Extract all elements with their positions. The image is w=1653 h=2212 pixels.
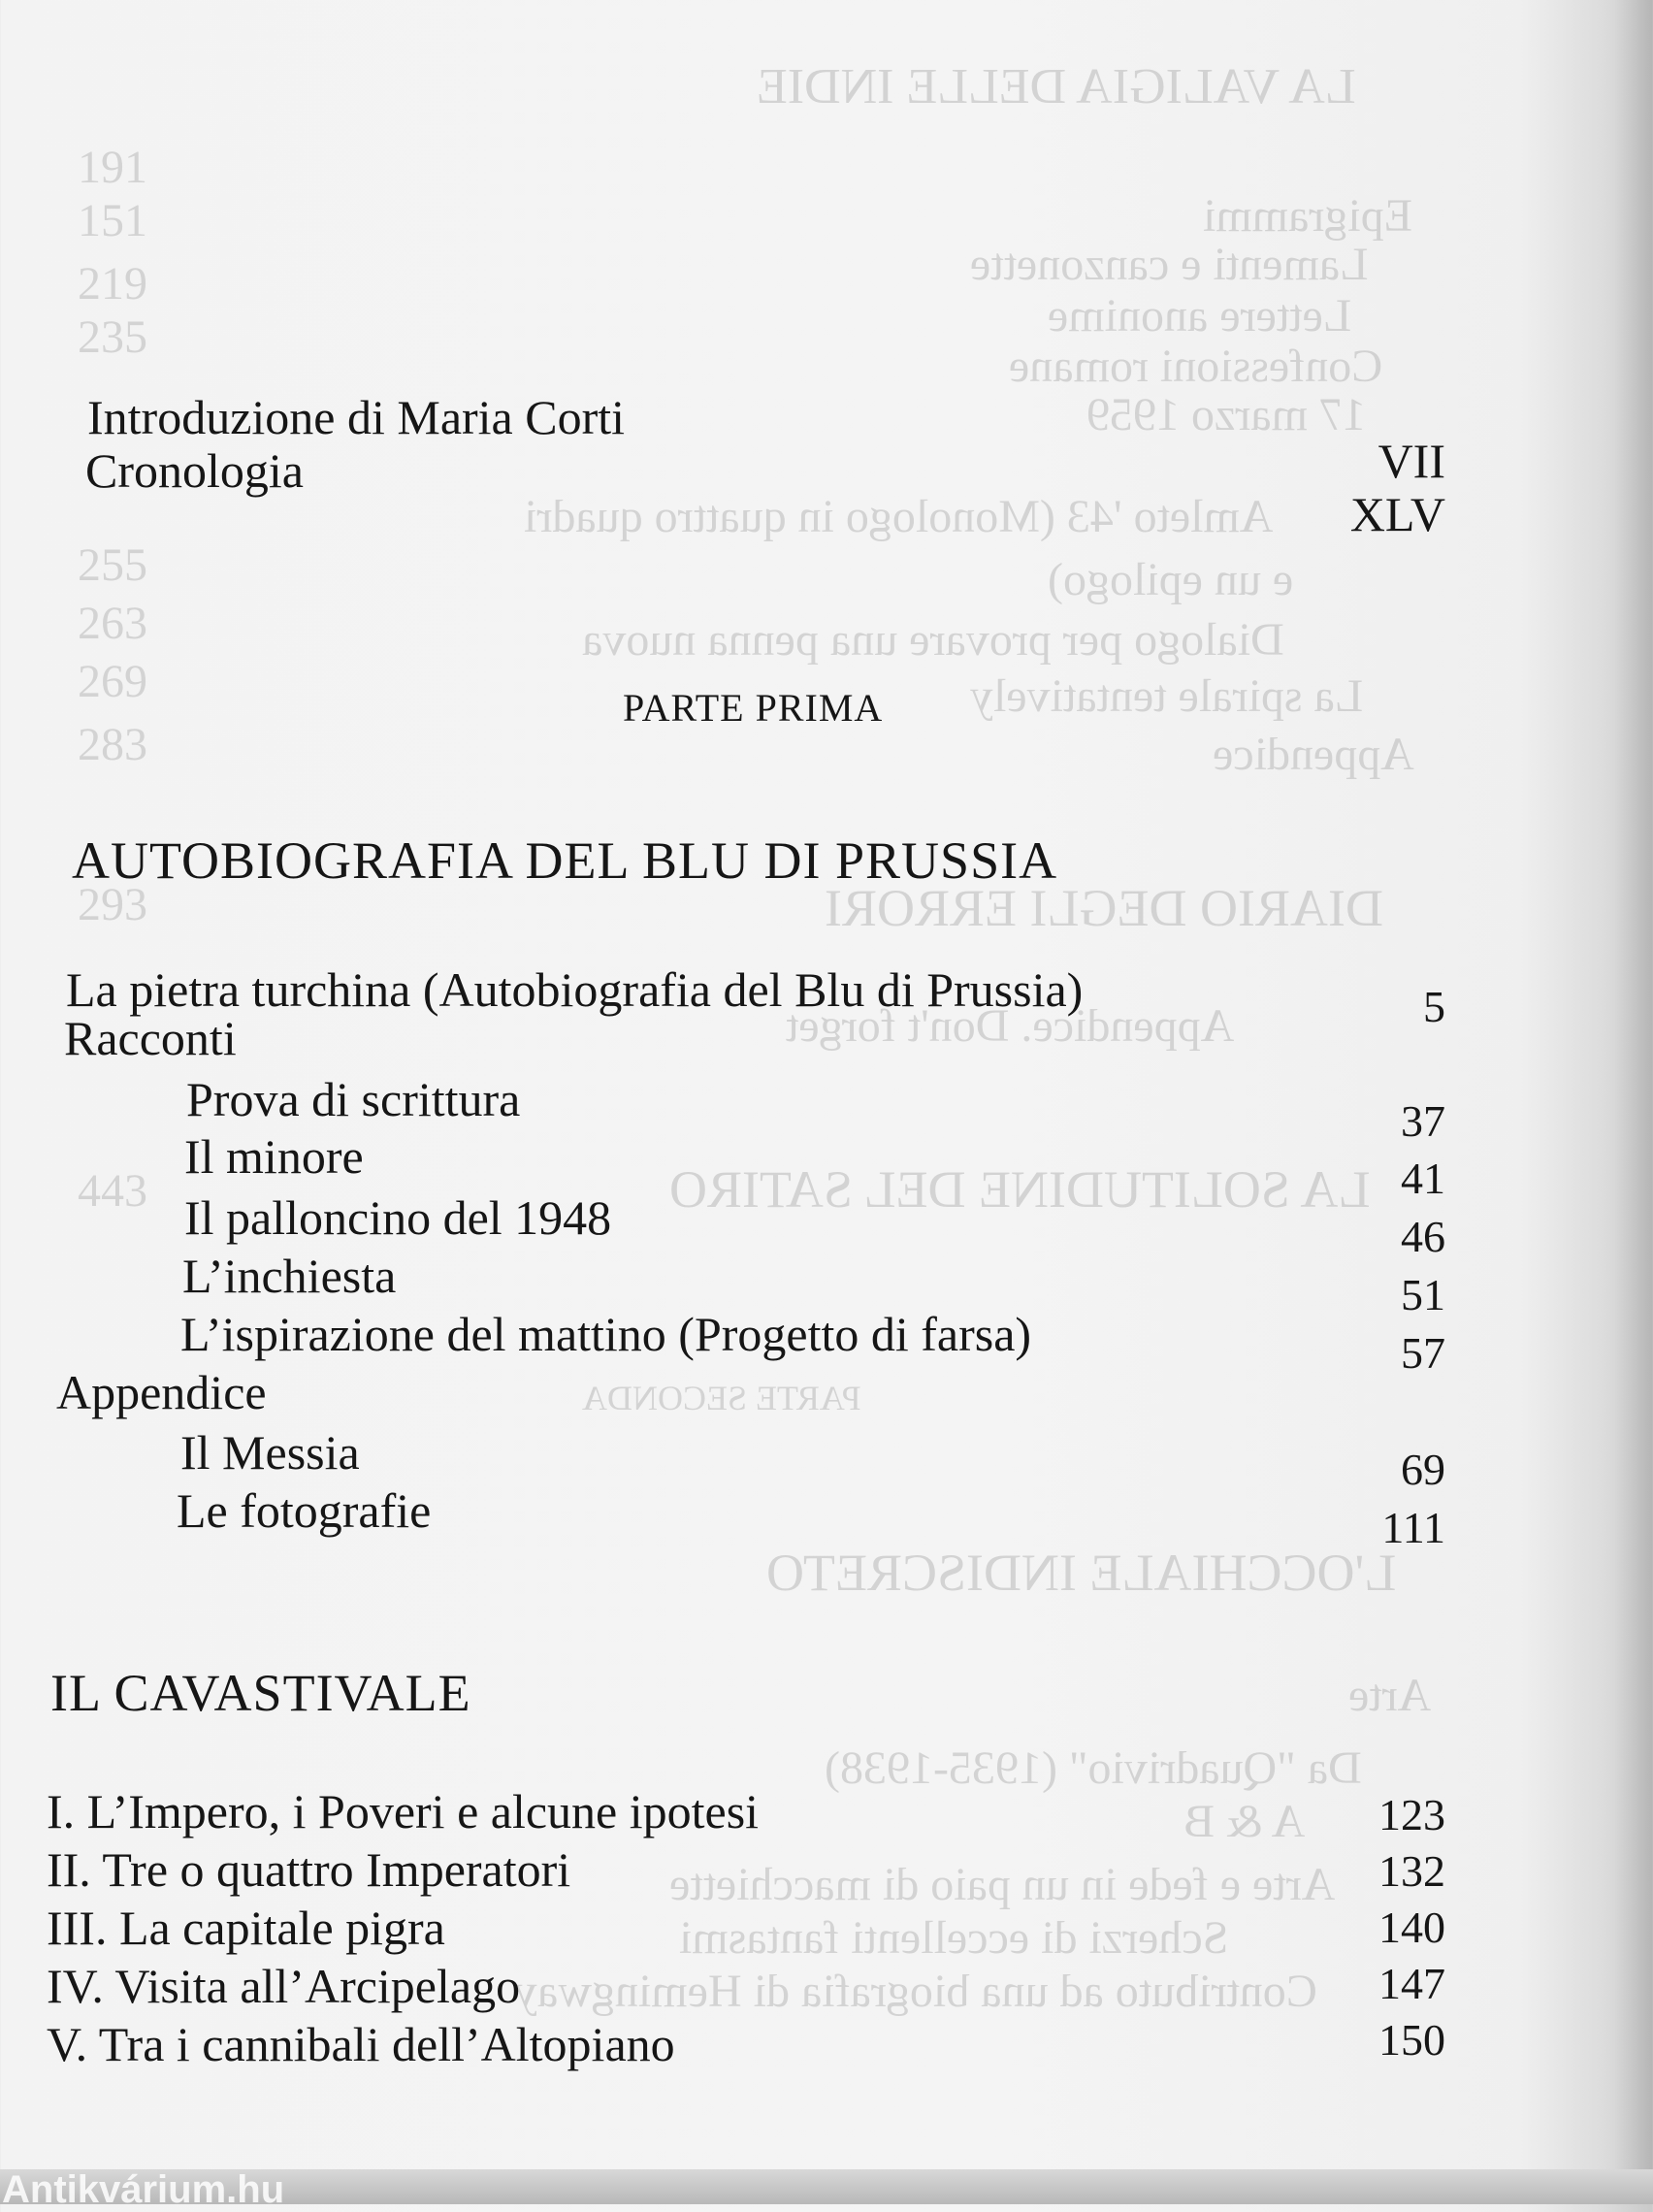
page-number-imperatori: 132 — [1378, 1846, 1445, 1896]
toc-entry-il-minore: Il minore — [184, 1129, 364, 1184]
page-number-chronology: XLV — [1349, 487, 1445, 541]
page-number-palloncino: 46 — [1401, 1212, 1445, 1261]
toc-entry-chronology: Cronologia — [85, 443, 304, 498]
section-title-autobiografia: AUTOBIOGRAFIA DEL BLU DI PRUSSIA — [72, 831, 1058, 890]
page-number-prova-di-scrittura: 37 — [1401, 1096, 1445, 1146]
toc-entry-ispirazione: L’ispirazione del mattino (Progetto di farsa) — [180, 1307, 1032, 1361]
toc-entry-messia: Il Messia — [180, 1425, 360, 1480]
page-number-il-minore: 41 — [1401, 1154, 1445, 1203]
toc-entry-inchiesta: L’inchiesta — [182, 1249, 397, 1303]
page-number-pietra-turchina: 5 — [1423, 982, 1445, 1031]
toc-entry-cannibali: V. Tra i cannibali dell’Altopiano — [47, 2017, 675, 2071]
toc-entry-impero: I. L’Impero, i Poveri e alcune ipotesi — [47, 1784, 760, 1838]
toc-entry-pietra-turchina: La pietra turchina (Autobiografia del Blu di Prussia) — [66, 962, 1084, 1017]
toc-entry-imperatori: II. Tre o quattro Imperatori — [47, 1842, 571, 1897]
page-edge-shadow — [1614, 0, 1653, 2204]
page-number-arcipelago: 147 — [1378, 1959, 1445, 2008]
toc-entry-palloncino: Il palloncino del 1948 — [184, 1190, 612, 1245]
page-number-introduction: VII — [1378, 434, 1445, 488]
page-number-cannibali: 150 — [1378, 2015, 1445, 2065]
toc-entry-introduction: Introduzione di Maria Corti — [87, 390, 626, 444]
subsection-appendice: Appendice — [56, 1365, 267, 1419]
toc-entry-arcipelago: IV. Visita all’Arcipelago — [47, 1959, 521, 2013]
page-number-fotografie: 111 — [1381, 1503, 1445, 1552]
page-number-messia: 69 — [1401, 1445, 1445, 1494]
toc-entry-fotografie: Le fotografie — [177, 1483, 432, 1538]
part-heading: PARTE PRIMA — [623, 686, 884, 730]
page-number-ispirazione: 57 — [1401, 1328, 1445, 1378]
watermark-text: Antikvárium.hu — [2, 2168, 285, 2211]
section-title-cavastivale: IL CAVASTIVALE — [50, 1664, 471, 1722]
toc-entry-capitale: III. La capitale pigra — [47, 1901, 445, 1955]
show-through-decoration: LA VALIGIA DELLE INDIE Epigrammi Lamenti e canzonette Lettere anonime Confessioni romane 17 marzo 1959 Amleto '43 (Monologo in quattro quadri e un epilogo) Dialogo per provare una penna nuova La spirale tentatively Appendice DIARIO DEGLI ERRORI Appendice. Don't forget LA SOLITUDINE DEL SATIRO PARTE SECONDA L'OCCHIALE INDISCRETO Arte Da "Quadrivio" (1935-1938) A & B Arte e fede in un paio di macchiette Scherzi di eccellenti fantasmi Contributo ad una biografia di Hemingway 191 151 219 235 255 263 269 283 293 443 — [78, 59, 1432, 2017]
page-number-capitale: 140 — [1378, 1903, 1445, 1952]
page-number-inchiesta: 51 — [1401, 1270, 1445, 1319]
subsection-racconti: Racconti — [64, 1011, 237, 1065]
toc-entry-prova-di-scrittura: Prova di scrittura — [186, 1072, 521, 1126]
page-number-impero: 123 — [1378, 1790, 1445, 1839]
watermark-strip — [0, 2168, 1653, 2211]
